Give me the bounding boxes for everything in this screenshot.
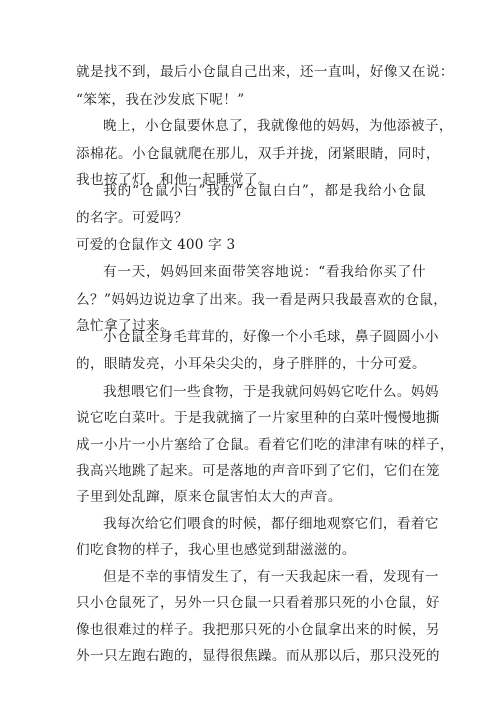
text-line: 但是不幸的事情发生了，有一天我起床一看，发现有一 — [103, 569, 439, 585]
section-heading: 可爱的仓鼠作文 400 字 3 — [76, 237, 236, 253]
text-line: 说它吃白菜叶。于是我就摘了一片家里种的白菜叶慢慢地撕 — [76, 410, 440, 426]
text-line: 只小仓鼠死了，另外一只仓鼠一只看着那只死的小仓鼠，好 — [76, 595, 440, 611]
text-line: 有一天，妈妈回来面带笑容地说：“看我给你买了什 — [103, 264, 426, 280]
text-line: 我每次给它们喂食的时候，都仔细地观察它们，看着它 — [103, 516, 439, 532]
text-line: 子里到处乱蹿，原来仓鼠害怕太大的声音。 — [76, 489, 342, 505]
text-line: 急忙拿了过来。 — [76, 318, 174, 334]
text-line: 的，眼睛发亮，小耳朵尖尖的，身子胖胖的，十分可爱。 — [76, 356, 426, 372]
text-line: “笨笨，我在沙发底下呢！” — [76, 92, 245, 108]
text-line: 的名字。可爱吗？ — [76, 210, 188, 226]
text-line: 就是找不到，最后小仓鼠自己出来，还一直叫，好像又在说： — [76, 64, 454, 80]
text-line: 我的“仓鼠小白”我的“仓鼠白白”，都是我给小仓鼠 — [103, 183, 426, 199]
text-line: 么？”妈妈边说边拿了出来。我一看是两只我最喜欢的仓鼠， — [76, 292, 448, 308]
text-line: 我也按了灯，和他一起睡觉了。 — [76, 172, 272, 188]
text-line: 我高兴地跳了起来。可是落地的声音吓到了它们，它们在笼 — [76, 463, 440, 479]
text-line: 成一小片一小片塞给了仓鼠。看着它们吃的津津有味的样子， — [76, 437, 454, 453]
text-line: 添棉花。小仓鼠就爬在那儿，双手并拢，闭紧眼睛，同时， — [76, 146, 440, 162]
text-line: 小仓鼠全身毛茸茸的，好像一个小毛球，鼻子圆圆小小 — [103, 329, 439, 345]
text-line: 晚上，小仓鼠要休息了，我就像他的妈妈，为他添被子， — [103, 118, 453, 134]
text-line: 外一只左跑右跑的，显得很焦躁。而从那以后，那只没死的 — [76, 648, 440, 664]
text-line: 像也很难过的样子。我把那只死的小仓鼠拿出来的时候，另 — [76, 622, 440, 638]
text-line: 们吃食物的样子，我心里也感觉到甜滋滋的。 — [76, 542, 356, 558]
text-line: 我想喂它们一些食物，于是我就问妈妈它吃什么。妈妈 — [103, 384, 439, 400]
